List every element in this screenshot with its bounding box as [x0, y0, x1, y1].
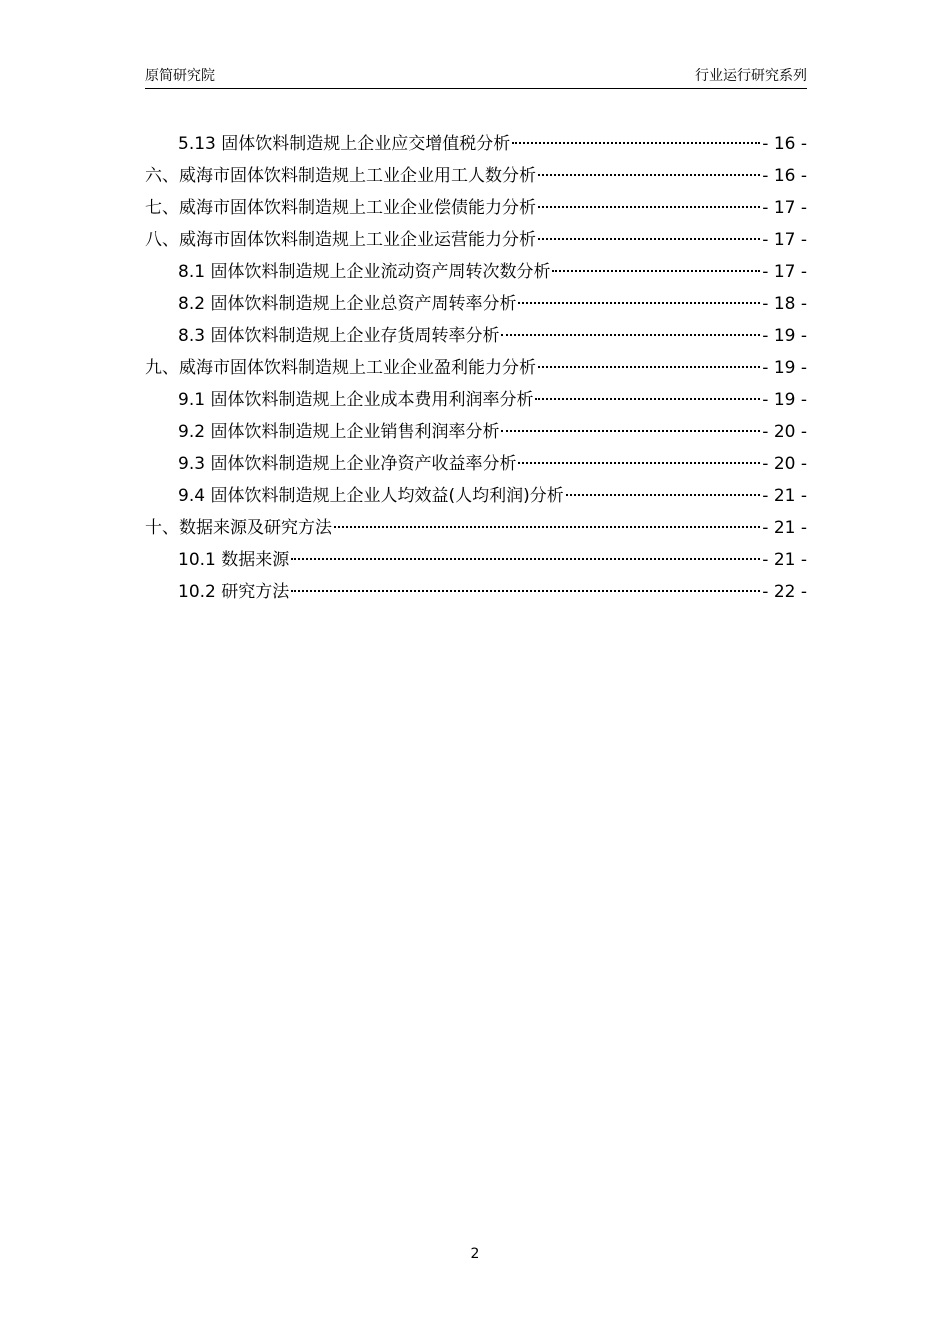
toc-entry-title: 十、数据来源及研究方法 — [145, 518, 332, 538]
toc-entry-title: 8.1 固体饮料制造规上企业流动资产周转次数分析 — [178, 262, 551, 282]
toc-dot-leader — [566, 494, 761, 496]
toc-entry-title: 8.3 固体饮料制造规上企业存货周转率分析 — [178, 326, 500, 346]
toc-entry-page: - 20 - — [762, 422, 807, 442]
toc-entry[interactable] — [145, 192, 807, 224]
toc-dot-leader — [291, 558, 760, 560]
toc-entry-title: 9.1 固体饮料制造规上企业成本费用利润率分析 — [178, 390, 534, 410]
toc-entry[interactable] — [145, 320, 807, 352]
toc-entry[interactable] — [145, 224, 807, 256]
toc-entry[interactable] — [145, 448, 807, 480]
toc-dot-leader — [518, 302, 760, 304]
toc-entry-page: - 19 - — [762, 358, 807, 378]
toc-entry-page: - 19 - — [762, 326, 807, 346]
toc-entry-page: - 19 - — [762, 390, 807, 410]
toc-entry[interactable] — [145, 512, 807, 544]
toc-dot-leader — [512, 142, 760, 144]
toc-entry[interactable] — [145, 288, 807, 320]
toc-entry-title: 9.3 固体饮料制造规上企业净资产收益率分析 — [178, 454, 517, 474]
toc-dot-leader — [501, 334, 760, 336]
header-series-title: 行业运行研究系列 — [695, 68, 807, 84]
toc-dot-leader — [538, 206, 760, 208]
toc-entry[interactable] — [145, 416, 807, 448]
toc-entry[interactable] — [145, 352, 807, 384]
toc-entry-title: 10.1 数据来源 — [178, 550, 290, 570]
toc-entry-page: - 17 - — [762, 262, 807, 282]
toc-entry[interactable] — [145, 544, 807, 576]
toc-entry[interactable] — [145, 160, 807, 192]
toc-entry-title: 九、威海市固体饮料制造规上工业企业盈利能力分析 — [145, 358, 536, 378]
toc-dot-leader — [291, 590, 760, 592]
toc-entry-page: - 16 - — [762, 134, 807, 154]
toc-entry-page: - 17 - — [762, 198, 807, 218]
toc-dot-leader — [501, 430, 760, 432]
toc-dot-leader — [535, 398, 760, 400]
toc-entry-title: 八、威海市固体饮料制造规上工业企业运营能力分析 — [145, 230, 536, 250]
header-organization: 原简研究院 — [145, 68, 215, 84]
toc-entry-title: 9.2 固体饮料制造规上企业销售利润率分析 — [178, 422, 500, 442]
toc-entry[interactable] — [145, 576, 807, 608]
toc-entry-title: 8.2 固体饮料制造规上企业总资产周转率分析 — [178, 294, 517, 314]
toc-entry-page: - 18 - — [762, 294, 807, 314]
toc-entry[interactable] — [145, 480, 807, 512]
toc-dot-leader — [334, 526, 760, 528]
page-number: 2 — [470, 1246, 480, 1262]
toc-dot-leader — [538, 174, 760, 176]
toc-entry-title: 六、威海市固体饮料制造规上工业企业用工人数分析 — [145, 166, 536, 186]
toc-entry-title: 七、威海市固体饮料制造规上工业企业偿债能力分析 — [145, 198, 536, 218]
toc-dot-leader — [538, 238, 760, 240]
toc-entry[interactable] — [145, 384, 807, 416]
toc-dot-leader — [552, 270, 760, 272]
toc-entry-page: - 22 - — [762, 582, 807, 602]
table-of-contents — [145, 128, 807, 608]
toc-entry-page: - 21 - — [762, 518, 807, 538]
toc-entry-page: - 21 - — [762, 486, 807, 506]
toc-entry[interactable] — [145, 256, 807, 288]
toc-dot-leader — [518, 462, 760, 464]
toc-dot-leader — [538, 366, 760, 368]
toc-entry-page: - 20 - — [762, 454, 807, 474]
toc-entry-page: - 17 - — [762, 230, 807, 250]
toc-entry-page: - 21 - — [762, 550, 807, 570]
toc-entry[interactable] — [145, 128, 807, 160]
toc-entry-title: 5.13 固体饮料制造规上企业应交增值税分析 — [178, 134, 511, 154]
toc-entry-page: - 16 - — [762, 166, 807, 186]
toc-entry-title: 10.2 研究方法 — [178, 582, 290, 602]
toc-entry-title: 9.4 固体饮料制造规上企业人均效益(人均利润)分析 — [178, 486, 564, 506]
page-header — [145, 66, 807, 89]
